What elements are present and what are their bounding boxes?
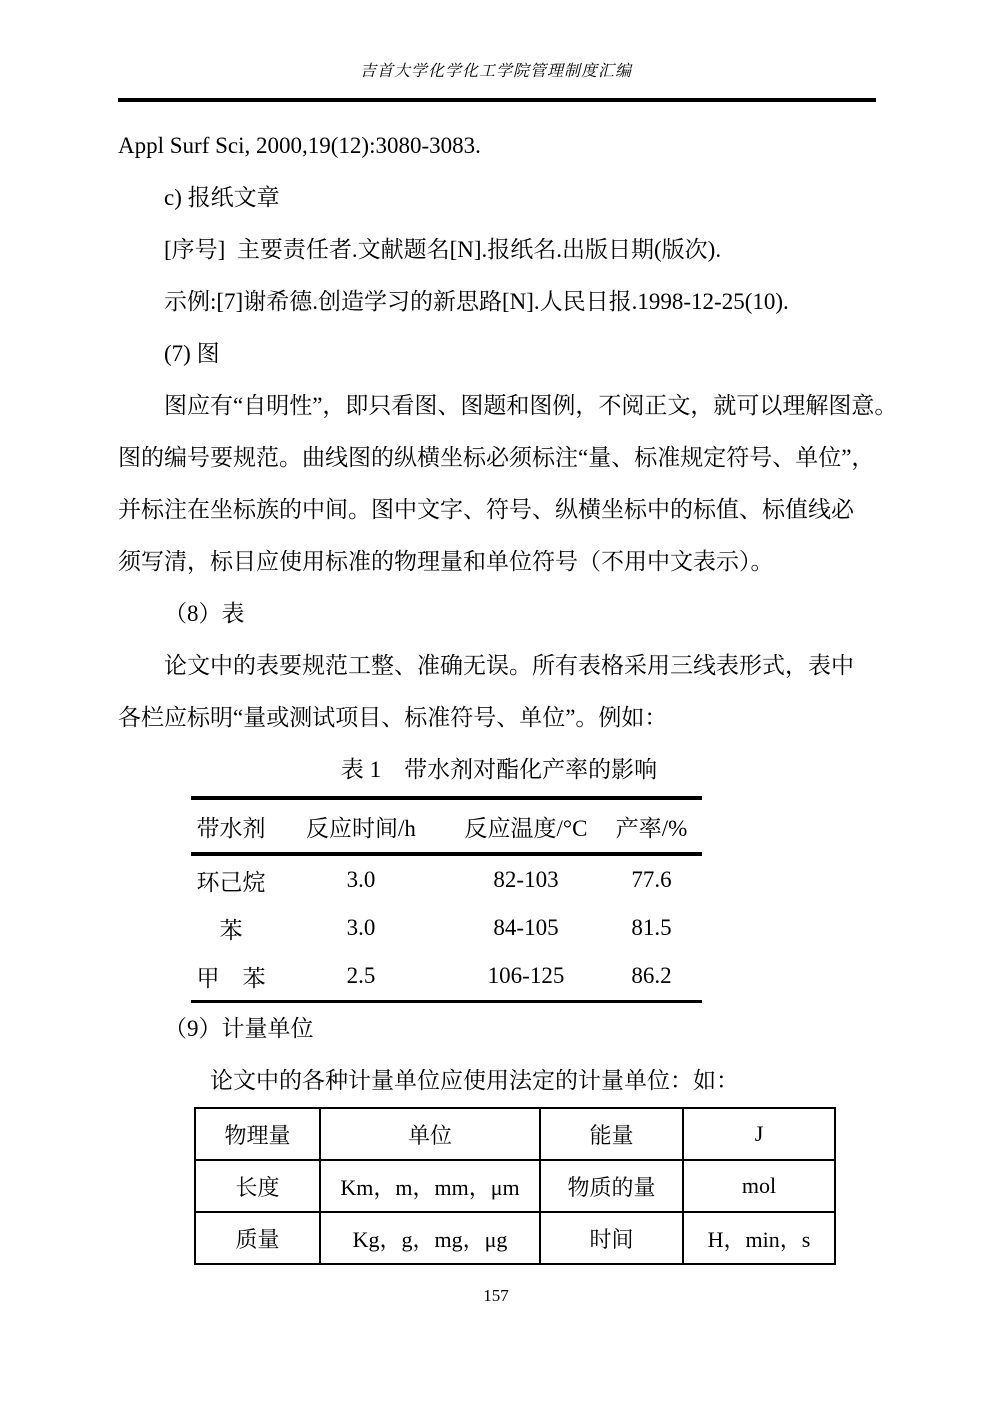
body-line: Appl Surf Sci, 2000,19(12):3080-3083. bbox=[118, 133, 481, 158]
table2-cell: H，min，s bbox=[683, 1212, 835, 1264]
table2-row bbox=[195, 1108, 835, 1160]
table1-cell: 3.0 bbox=[346, 915, 376, 940]
header-rule bbox=[118, 98, 876, 102]
table1-row bbox=[191, 952, 702, 1002]
body-line: 须写清，标目应使用标准的物理量和单位符号（不用中文表示）。 bbox=[118, 549, 774, 574]
table1-cell: 甲 苯 bbox=[196, 965, 266, 991]
body-line: 论文中的表要规范工整、准确无误。所有表格采用三线表形式，表中 bbox=[164, 653, 854, 678]
table1-cell: 106-125 bbox=[487, 963, 565, 988]
table2-cell: Kg，g，mg，μg bbox=[320, 1212, 540, 1264]
body-line: c) 报纸文章 bbox=[164, 185, 280, 210]
table1-header-cell: 产率/% bbox=[601, 798, 702, 854]
table2-cell: 单位 bbox=[320, 1108, 540, 1160]
table1-cell: 苯 bbox=[219, 917, 243, 943]
table2-cell: 能量 bbox=[540, 1108, 683, 1160]
table2-cell: 长度 bbox=[195, 1160, 320, 1212]
page-footer bbox=[0, 1286, 992, 1306]
table1-cell: 环己烷 bbox=[196, 869, 266, 895]
table2-cell: 时间 bbox=[540, 1212, 683, 1264]
body-line: （9）计量单位 bbox=[164, 1016, 314, 1041]
table1-cell: 84-105 bbox=[493, 915, 559, 940]
table2-cell: J bbox=[683, 1108, 835, 1160]
table2-row bbox=[195, 1160, 835, 1212]
table1-cell: 81.5 bbox=[631, 915, 672, 940]
table1-header-cell: 带水剂 bbox=[191, 798, 271, 854]
body-line: 并标注在坐标族的中间。图中文字、符号、纵横坐标中的标值、标值线必 bbox=[118, 497, 854, 522]
table1-header-cell: 反应时间/h bbox=[271, 798, 451, 854]
table2-cell: 质量 bbox=[195, 1212, 320, 1264]
table1-cell: 77.6 bbox=[631, 867, 672, 892]
table2-row bbox=[195, 1212, 835, 1264]
table1-caption: 表 1 带水剂对酯化产率的影响 bbox=[340, 757, 658, 782]
table2-cell: 物质的量 bbox=[540, 1160, 683, 1212]
table2-cell: Km，m，mm，μm bbox=[320, 1160, 540, 1212]
table1-header-row bbox=[191, 798, 702, 854]
page-number: 157 bbox=[483, 1286, 509, 1305]
table2-units-table bbox=[194, 1107, 836, 1265]
body-line: [序号] 主要责任者.文献题名[N].报纸名.出版日期(版次). bbox=[164, 237, 722, 262]
table1-row bbox=[191, 904, 702, 952]
table2-cell: 物理量 bbox=[195, 1108, 320, 1160]
body-line: 图应有“自明性”，即只看图、图题和图例，不阅正文，就可以理解图意。 bbox=[164, 393, 898, 418]
body-line: (7) 图 bbox=[164, 341, 220, 366]
body-line: 图的编号要规范。曲线图的纵横坐标必须标注“量、标准规定符号、单位”， bbox=[118, 445, 875, 470]
body-line: （8）表 bbox=[164, 601, 245, 626]
table1-three-line-table bbox=[191, 796, 702, 1003]
document-body bbox=[118, 120, 898, 1265]
table1-cell: 3.0 bbox=[346, 867, 376, 892]
table1-row bbox=[191, 854, 702, 904]
table1-cell: 82-103 bbox=[493, 867, 559, 892]
page-header-title: 吉首大学化学化工学院管理制度汇编 bbox=[359, 63, 632, 80]
body-line: 各栏应标明“量或测试项目、标准符号、单位”。例如： bbox=[118, 705, 668, 730]
table1-header-cell: 反应温度/°C bbox=[451, 798, 601, 854]
table1-cell: 2.5 bbox=[346, 963, 376, 988]
body-line: 论文中的各种计量单位应使用法定的计量单位：如： bbox=[210, 1068, 739, 1093]
table1-cell: 86.2 bbox=[631, 963, 672, 988]
table2-cell: mol bbox=[683, 1160, 835, 1212]
body-line: 示例:[7]谢希德.创造学习的新思路[N].人民日报.1998-12-25(10). bbox=[164, 289, 789, 314]
